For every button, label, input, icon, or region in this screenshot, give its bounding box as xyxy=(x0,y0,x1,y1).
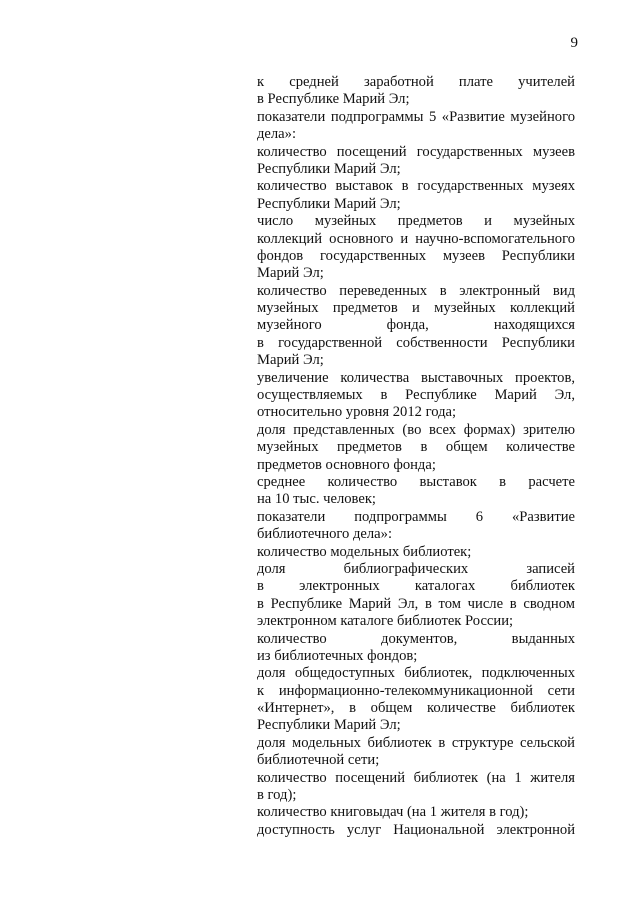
document-body xyxy=(257,74,575,839)
text-line: библиотечной сети; xyxy=(257,752,380,769)
text-line: число музейных предметов и музейных xyxy=(257,213,575,230)
paragraph xyxy=(257,804,575,821)
text-line: количество выставок в государственных музеях xyxy=(257,178,575,195)
page-number: 9 xyxy=(570,35,578,51)
text-line: Республики Марий Эл; xyxy=(257,195,401,212)
paragraph xyxy=(257,631,575,666)
paragraph xyxy=(257,422,575,474)
paragraph xyxy=(257,178,575,213)
text-line: доля представленных (во всех формах) зрителю xyxy=(257,421,575,438)
paragraph xyxy=(257,213,575,283)
text-line: доступность услуг Национальной электронной xyxy=(257,821,575,838)
paragraph xyxy=(257,544,575,561)
text-line: количество модельных библиотек; xyxy=(257,543,472,560)
text-line: предметов основного фонда; xyxy=(257,456,436,473)
text-line: в государственной собственности Республики xyxy=(257,334,575,351)
paragraph xyxy=(257,770,575,805)
paragraph xyxy=(257,509,575,544)
text-line: доля библиографических записей xyxy=(257,560,575,577)
paragraph xyxy=(257,735,575,770)
paragraph xyxy=(257,283,575,370)
text-line: доля общедоступных библиотек, подключенных xyxy=(257,665,575,682)
paragraph xyxy=(257,370,575,422)
text-line: в электронных каталогах библиотек xyxy=(257,578,575,595)
text-line: к средней заработной плате учителей xyxy=(257,74,575,90)
text-line: количество документов, выданных xyxy=(257,630,575,647)
text-line: музейных предметов и музейных коллекций xyxy=(257,300,575,317)
text-line: доля модельных библиотек в структуре сельской xyxy=(257,734,575,751)
text-line: количество посещений государственных музеев xyxy=(257,143,575,160)
text-line: в Республике Марий Эл, в том числе в сводном xyxy=(257,595,575,612)
text-line: коллекций основного и научно-вспомогательного xyxy=(257,230,575,247)
text-line: из библиотечных фондов; xyxy=(257,647,418,664)
text-line: на 10 тыс. человек; xyxy=(257,491,376,508)
text-line: увеличение количества выставочных проектов, xyxy=(257,369,575,386)
text-line: количество книговыдач (на 1 жителя в год); xyxy=(257,804,529,821)
text-line: количество переведенных в электронный вид xyxy=(257,282,575,299)
paragraph xyxy=(257,561,575,631)
text-line: фондов государственных музеев Республики xyxy=(257,247,575,264)
paragraph xyxy=(257,665,575,735)
paragraph xyxy=(257,144,575,179)
paragraph xyxy=(257,74,575,109)
text-line: электронном каталоге библиотек России; xyxy=(257,613,514,630)
text-line: Республики Марий Эл; xyxy=(257,717,401,734)
text-line: к информационно-телекоммуникационной сети xyxy=(257,682,575,699)
paragraph xyxy=(257,822,575,839)
text-line: относительно уровня 2012 года; xyxy=(257,404,457,421)
text-line: в Республике Марий Эл; xyxy=(257,91,410,108)
text-line: Республики Марий Эл; xyxy=(257,160,401,177)
text-line: показатели подпрограммы 5 «Развитие музейного xyxy=(257,108,575,125)
text-line: дела»: xyxy=(257,126,297,143)
paragraph xyxy=(257,474,575,509)
text-line: среднее количество выставок в расчете xyxy=(257,473,575,490)
text-line: в год); xyxy=(257,787,297,804)
text-line: показатели подпрограммы 6 «Развитие xyxy=(257,508,575,525)
text-line: количество посещений библиотек (на 1 жителя xyxy=(257,769,575,786)
text-line: библиотечного дела»: xyxy=(257,526,393,543)
text-line: музейного фонда, находящихся xyxy=(257,317,575,334)
text-line: «Интернет», в общем количестве библиотек xyxy=(257,700,575,717)
text-line: музейных предметов в общем количестве xyxy=(257,439,575,456)
text-line: Марий Эл; xyxy=(257,352,324,369)
text-line: Марий Эл; xyxy=(257,265,324,282)
text-line: осуществляемых в Республике Марий Эл, xyxy=(257,387,575,404)
paragraph xyxy=(257,109,575,144)
